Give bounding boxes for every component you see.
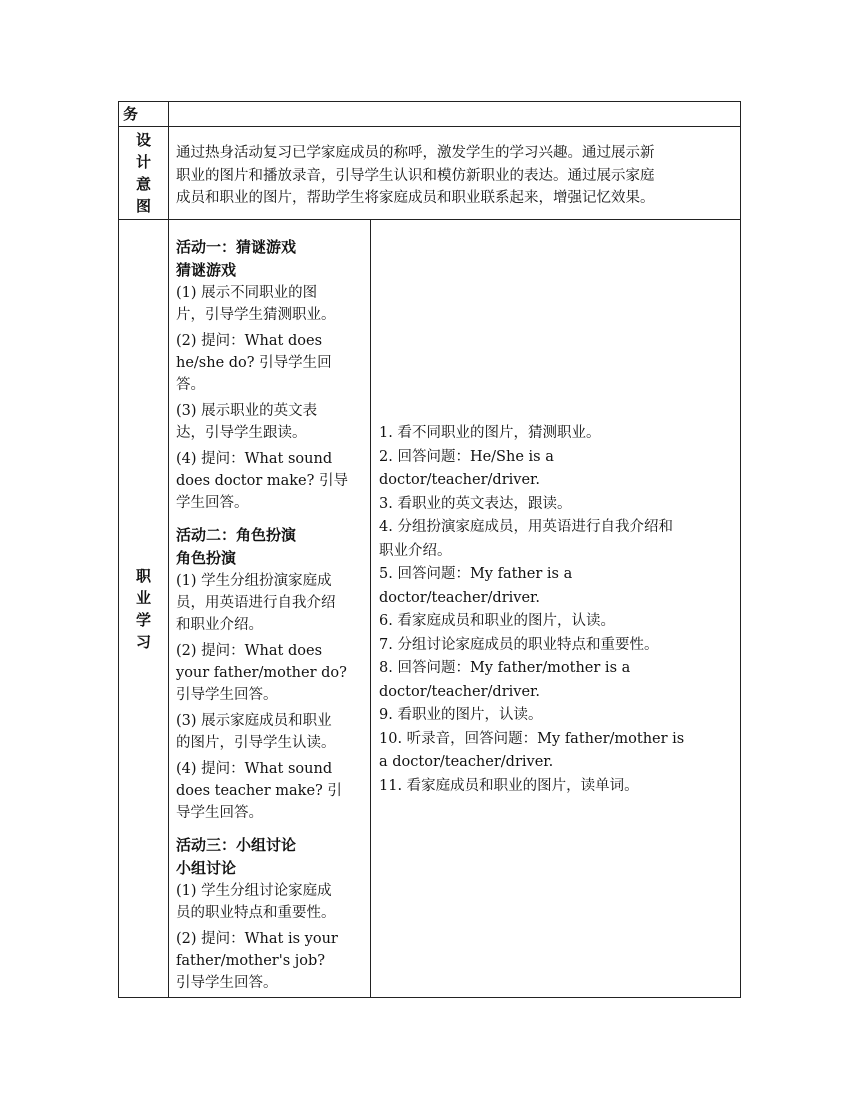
career-learning-label bbox=[119, 220, 168, 997]
lesson-plan-table bbox=[118, 101, 741, 998]
student-step-line: doctor/teacher/driver. bbox=[379, 683, 540, 700]
label-char: 业 bbox=[135, 588, 151, 607]
activity-step-line: (4) 提问：What sound bbox=[176, 451, 333, 467]
activity-step-line: he/she do? 引导学生回 bbox=[176, 355, 332, 371]
activity-step-line: (1) 学生分组讨论家庭成 bbox=[176, 883, 332, 899]
label-char: 图 bbox=[135, 197, 151, 215]
student-step-line: doctor/teacher/driver. bbox=[379, 589, 540, 606]
activity-step-line: 员，用英语进行自我介绍 bbox=[176, 595, 336, 611]
row1-content bbox=[171, 103, 731, 126]
activity-3 bbox=[176, 834, 370, 994]
activity-column-divider bbox=[370, 219, 371, 997]
activity-step-line: father/mother's job? bbox=[176, 953, 326, 969]
activity-step-line: (4) 提问：What sound bbox=[176, 761, 333, 777]
label-char: 职 bbox=[135, 566, 151, 585]
activity-step-line: does doctor make? 引导 bbox=[176, 473, 349, 489]
student-step-line: 6. 看家庭成员和职业的图片，认读。 bbox=[379, 613, 615, 629]
student-step-line: 7. 分组讨论家庭成员的职业特点和重要性。 bbox=[379, 636, 659, 653]
student-step-line: 10. 听录音，回答问题：My father/mother is bbox=[379, 730, 685, 747]
activity-step-line: (2) 提问：What does bbox=[176, 643, 323, 659]
label-char: 计 bbox=[135, 153, 151, 171]
activity-subtitle: 角色扮演 bbox=[176, 549, 237, 567]
student-step-line: 8. 回答问题：My father/mother is a bbox=[379, 660, 631, 676]
student-activities bbox=[379, 422, 739, 798]
activity-2 bbox=[176, 524, 370, 824]
row-divider-1 bbox=[119, 126, 740, 127]
activity-step-line: 导学生回答。 bbox=[176, 805, 263, 821]
student-step-line: 职业介绍。 bbox=[379, 542, 452, 559]
activity-step-line: (1) 学生分组扮演家庭成 bbox=[176, 573, 332, 589]
student-step-line: 1. 看不同职业的图片，猜测职业。 bbox=[379, 425, 601, 441]
student-step-line: doctor/teacher/driver. bbox=[379, 472, 540, 488]
row1-label: 务 bbox=[123, 105, 139, 123]
activity-step-line: 答。 bbox=[176, 377, 205, 393]
student-step-line: a doctor/teacher/driver. bbox=[379, 754, 554, 770]
activity-step-line: does teacher make? 引 bbox=[176, 783, 342, 799]
label-char: 意 bbox=[135, 175, 151, 193]
activity-1 bbox=[176, 236, 370, 514]
activity-title: 活动一：猜谜游戏 bbox=[176, 238, 297, 256]
activity-step-line: 引导学生回答。 bbox=[176, 975, 278, 991]
activity-step-line: your father/mother do? bbox=[176, 665, 347, 681]
student-step-line: 5. 回答问题：My father is a bbox=[379, 566, 573, 582]
activity-step-line: (2) 提问：What is your bbox=[176, 931, 338, 947]
label-char: 学 bbox=[135, 610, 151, 629]
paragraph-line: 通过热身活动复习已学家庭成员的称呼，激发学生的学习兴趣。通过展示新 bbox=[176, 145, 655, 161]
label-char: 设 bbox=[135, 131, 151, 149]
activity-step-line: 员的职业特点和重要性。 bbox=[176, 905, 336, 921]
activity-step-line: (1) 展示不同职业的图 bbox=[176, 285, 318, 301]
activity-subtitle: 小组讨论 bbox=[176, 859, 237, 877]
student-step-line: 11. 看家庭成员和职业的图片，读单词。 bbox=[379, 777, 639, 794]
student-step-line: 9. 看职业的图片，认读。 bbox=[379, 707, 543, 723]
activity-step-line: 引导学生回答。 bbox=[176, 687, 278, 703]
activity-step-line: 片，引导学生猜测职业。 bbox=[176, 307, 336, 323]
activity-title: 活动二：角色扮演 bbox=[176, 526, 297, 544]
activity-step-line: 学生回答。 bbox=[176, 495, 249, 511]
paragraph-line: 成员和职业的图片，帮助学生将家庭成员和职业联系起来，增强记忆效果。 bbox=[176, 190, 655, 206]
student-step-line: 4. 分组扮演家庭成员，用英语进行自我介绍和 bbox=[379, 519, 673, 535]
design-intent-label bbox=[119, 127, 168, 219]
student-step-line: 3. 看职业的英文表达，跟读。 bbox=[379, 495, 572, 512]
label-column-divider bbox=[168, 102, 169, 997]
activity-step-line: 的图片，引导学生认读。 bbox=[176, 735, 336, 751]
design-intent-content bbox=[176, 142, 736, 210]
activity-title: 活动三：小组讨论 bbox=[176, 836, 297, 854]
activity-step-line: 达，引导学生跟读。 bbox=[176, 425, 307, 441]
label-char: 习 bbox=[135, 632, 151, 651]
student-step-line: 2. 回答问题：He/She is a bbox=[379, 448, 554, 465]
activity-subtitle: 猜谜游戏 bbox=[176, 261, 237, 279]
row-divider-2 bbox=[119, 219, 740, 220]
teacher-activities bbox=[176, 236, 370, 994]
activity-step-line: (3) 展示家庭成员和职业 bbox=[176, 713, 332, 729]
activity-step-line: (2) 提问：What does bbox=[176, 333, 323, 349]
activity-step-line: (3) 展示职业的英文表 bbox=[176, 403, 318, 419]
activity-step-line: 和职业介绍。 bbox=[176, 617, 263, 633]
paragraph-line: 职业的图片和播放录音，引导学生认识和模仿新职业的表达。通过展示家庭 bbox=[176, 167, 655, 184]
